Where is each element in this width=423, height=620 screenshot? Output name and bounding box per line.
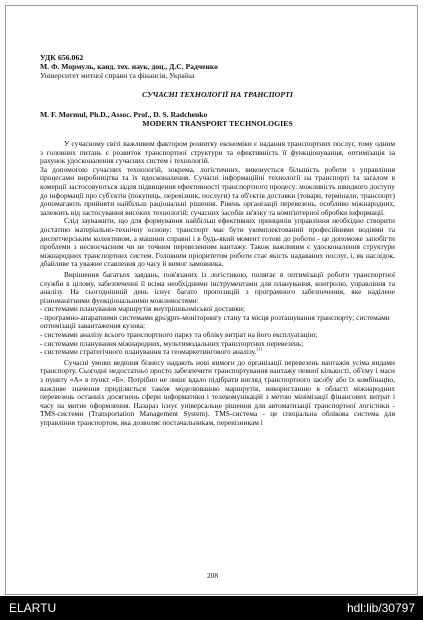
list-item-text: - системами стратегічного планування та геомаркетингового аналізу. bbox=[40, 347, 257, 357]
article-title-ua: СУЧАСНІ ТЕХНОЛОГІЇ НА ТРАНСПОРТІ bbox=[142, 90, 293, 99]
list-item: - програмно-апаратними системами gps/gprs-моніторингу стану та місця розташування транспорту; системами оптимізації завантаження кузова; bbox=[40, 312, 390, 331]
paragraph-2: За допомогою сучасних технологій, зокрема, логістичних, виконується більшість роботи з управління процесами виробництва та їх вдосконалення. Сучасні інформаційні технології на транспорті та загалом в комерції застосовуються задля підвищення ефективності транспортного процесу: можливість швидкого доступу до інформації про суб'єктів (покупець, перевізник, послуги) та об'єктів доставки (товари, термінали, транспорт) допомагають прийняти найбільш раціональні рішення. Рівень організації перевезень, особливо міжнародних, залежить від застосування високих технологій: сучасних засобів зв'язку та комп'ютерної обробки інформації. bbox=[40, 164, 395, 217]
list-item: - системами планування міжнародних, мультимодальних транспортних перевезень; bbox=[40, 338, 304, 348]
article-title-en: MODERN TRANSPORT TECHNOLOGIES bbox=[142, 119, 293, 128]
affiliation: Університет митної справи та фінансів, Україна bbox=[40, 71, 195, 80]
list-item bbox=[40, 348, 395, 357]
list-item: - системами аналізу всього транспортного парку та обліку витрат на його експлуатацію; bbox=[40, 330, 318, 340]
authors-ua: М. Ф. Мормуль, канд. тех. наук, доц., Д.С. Радченко bbox=[40, 62, 218, 71]
page-number: 208 bbox=[206, 571, 219, 580]
document-page bbox=[40, 53, 395, 428]
paragraph-3: Слід зауважити, що для формування найбільш ефективних принципів управління необхідно створити достатню матеріально-технічну основу: транспорт має бути укомплектований професійними водіями та диспетчерським колективом, а машини справні і в будь-який момент готові до роботи - це допоможе запобігти проблеми з несвоєчасним чи не точним перевезенням вантажу. Також важливим є удосконалення структури міжнародних транспортних систем. Головним пріоритетом роботи стає якість надаваних послуг, і, як наслідок, дбайливе та уважне ставлення до часу й вимог замовника. bbox=[40, 216, 395, 269]
paragraph-4: Вирішення багатьох завдань, пов'язаних із логістикою, полягає в оптимізації роботи транспортної служби в цілому, забезпеченні її всіма необхідними інструментами для планування, контролю, управління та аналізу. На сьогоднішній день існує багато пропозицій з програмного забезпечення, яке наділене різноманітними функціональними можливостями: bbox=[40, 269, 395, 305]
list-item: - системами планування маршрутів внутрішньоміської доставки; bbox=[40, 304, 245, 314]
page-frame bbox=[5, 5, 418, 595]
authors-en: M. F. Mormul, Ph.D., Assoc. Prof., D. S. Radchenko bbox=[40, 110, 208, 119]
citation-ref: [1] bbox=[256, 346, 262, 352]
handle-id: hdl:lib/30797 bbox=[346, 601, 415, 615]
paragraph-1: У сучасному світі важливим фактором розвитку економіки є надання транспортних послуг, тому одним з головних питань є розвиток транспортної структури та ефективність її функціонування, оптимізація за рахунок удосконалення сучасних систем і технологій. bbox=[40, 139, 395, 166]
repository-name: ELARTU bbox=[9, 601, 57, 615]
footer-bar bbox=[0, 596, 423, 620]
paragraph-5: Сучасні умови ведення бізнесу надають нові вимоги до організації перевезень вантажів усіма видами транспорту. Сьогодні недостатньо просто забезпечити транспортування вантажу певної кількості, об'єму і маси з пункту «А» в пункт «Б». Потрібно не лише вдало підібрати вигляд транспортного засобу або їх комбінацію, важливе значення приділяється також моделюванню маршрутів, використанню в області міжнародних перевезень останніх досягнень сфери інформатики і телекомунікацій з метою мінімізації фінансових витрат і часу на митне оформлення. Назараз існує універсальне рішення для автоматизації транспортної логістики - TMS-системи (Transportation Management System). TMS-система - це спеціальна облікова система для управління транспортом, яка дозволяє постачальникам, перевізникам і bbox=[40, 357, 395, 427]
udk-code: УДК 656.062 bbox=[40, 53, 84, 62]
